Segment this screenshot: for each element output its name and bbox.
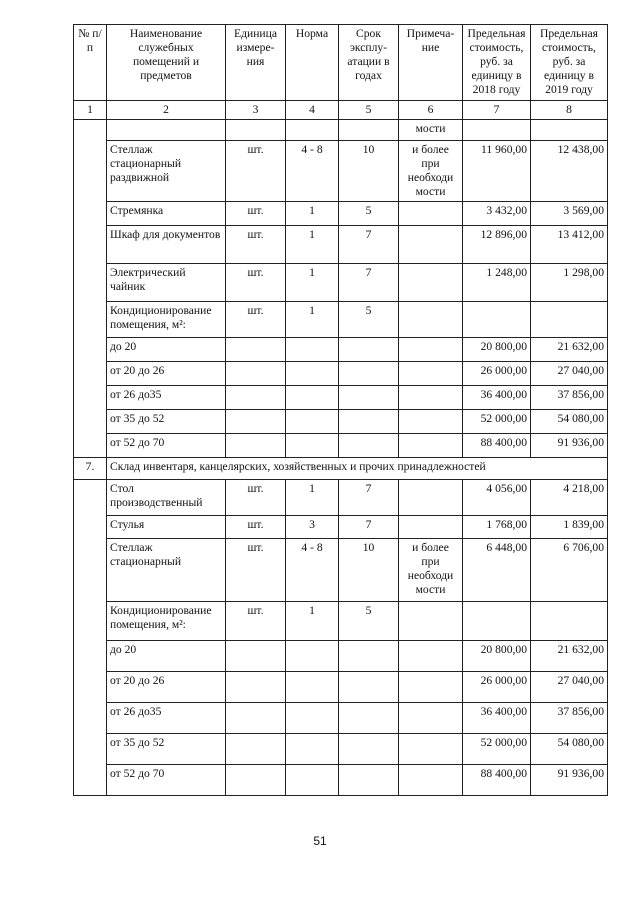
section-title: Склад инвентаря, канцелярских, хозяйственных и прочих принадлежностей — [107, 458, 608, 480]
item-unit — [226, 703, 286, 734]
item-norm: 1 — [286, 480, 339, 516]
item-norm — [286, 410, 339, 434]
item-price-2019: 3 569,00 — [531, 202, 608, 226]
item-unit: шт. — [226, 202, 286, 226]
table-body — [74, 25, 608, 796]
item-unit — [226, 410, 286, 434]
item-term: 5 — [339, 302, 399, 338]
column-number: 8 — [531, 101, 608, 120]
item-norm — [286, 362, 339, 386]
item-name: от 20 до 26 — [107, 672, 226, 703]
item-unit: шт. — [226, 480, 286, 516]
item-price-2018: 6 448,00 — [463, 539, 531, 602]
item-note — [399, 338, 463, 362]
item-unit — [226, 386, 286, 410]
item-term — [339, 734, 399, 765]
column-number: 5 — [339, 101, 399, 120]
table-row — [74, 302, 608, 338]
column-number: 4 — [286, 101, 339, 120]
item-price-2018: 88 400,00 — [463, 434, 531, 458]
table-row — [74, 641, 608, 672]
item-unit: шт. — [226, 302, 286, 338]
item-norm — [286, 765, 339, 796]
item-term — [339, 120, 399, 141]
item-name: Стулья — [107, 516, 226, 539]
item-unit — [226, 434, 286, 458]
row-number-cell — [74, 120, 107, 458]
item-price-2018 — [463, 302, 531, 338]
header-number: № п/п — [74, 25, 107, 101]
item-name: от 52 до 70 — [107, 434, 226, 458]
item-unit: шт. — [226, 602, 286, 641]
item-term — [339, 434, 399, 458]
item-price-2019: 27 040,00 — [531, 672, 608, 703]
item-norm: 1 — [286, 226, 339, 264]
item-name: Кондиционирование помещения, м²: — [107, 602, 226, 641]
item-name: от 52 до 70 — [107, 765, 226, 796]
item-price-2019: 6 706,00 — [531, 539, 608, 602]
item-norm: 3 — [286, 516, 339, 539]
item-note — [399, 765, 463, 796]
item-price-2018: 52 000,00 — [463, 734, 531, 765]
header-note: Примеча-ние — [399, 25, 463, 101]
table-row — [74, 672, 608, 703]
section-row — [74, 458, 608, 480]
item-price-2018: 88 400,00 — [463, 765, 531, 796]
item-price-2018: 12 896,00 — [463, 226, 531, 264]
item-note — [399, 641, 463, 672]
item-term — [339, 386, 399, 410]
item-price-2018: 26 000,00 — [463, 672, 531, 703]
item-note: и более при необходи мости — [399, 141, 463, 202]
item-term — [339, 362, 399, 386]
header-price-2018: Предельная стоимость, руб. за единицу в 2018 году — [463, 25, 531, 101]
header-term: Срок эксплу-атации в годах — [339, 25, 399, 101]
item-unit: шт. — [226, 539, 286, 602]
continuation-row — [74, 120, 608, 141]
item-unit: шт. — [226, 264, 286, 302]
item-price-2019 — [531, 120, 608, 141]
item-note — [399, 434, 463, 458]
item-unit: шт. — [226, 516, 286, 539]
item-term: 7 — [339, 516, 399, 539]
item-price-2018: 1 248,00 — [463, 264, 531, 302]
item-price-2018: 4 056,00 — [463, 480, 531, 516]
item-norm: 1 — [286, 202, 339, 226]
continuation-note: мости — [399, 120, 463, 141]
item-price-2018 — [463, 602, 531, 641]
item-name: Стремянка — [107, 202, 226, 226]
item-unit — [226, 672, 286, 703]
item-note — [399, 602, 463, 641]
item-norm — [286, 672, 339, 703]
item-name: Стеллаж стационарный раздвижной — [107, 141, 226, 202]
item-price-2019: 21 632,00 — [531, 641, 608, 672]
item-price-2019: 21 632,00 — [531, 338, 608, 362]
item-price-2019 — [531, 302, 608, 338]
item-note — [399, 386, 463, 410]
table-row — [74, 480, 608, 516]
column-number: 2 — [107, 101, 226, 120]
item-unit — [226, 765, 286, 796]
item-norm — [286, 386, 339, 410]
item-note — [399, 672, 463, 703]
item-price-2018: 1 768,00 — [463, 516, 531, 539]
item-term: 10 — [339, 141, 399, 202]
item-name: от 26 до35 — [107, 386, 226, 410]
item-price-2018: 36 400,00 — [463, 703, 531, 734]
item-term: 5 — [339, 202, 399, 226]
item-price-2019: 91 936,00 — [531, 434, 608, 458]
item-note — [399, 703, 463, 734]
item-norm — [286, 734, 339, 765]
item-price-2019: 12 438,00 — [531, 141, 608, 202]
item-price-2019: 54 080,00 — [531, 410, 608, 434]
table-row — [74, 226, 608, 264]
table-row — [74, 362, 608, 386]
item-name — [107, 120, 226, 141]
header-unit: Единица измере-ния — [226, 25, 286, 101]
item-norm — [286, 703, 339, 734]
item-norm: 1 — [286, 264, 339, 302]
table-row — [74, 202, 608, 226]
item-price-2019 — [531, 602, 608, 641]
item-name: от 35 до 52 — [107, 410, 226, 434]
section-number: 7. — [74, 458, 107, 480]
item-price-2018: 20 800,00 — [463, 338, 531, 362]
item-term — [339, 672, 399, 703]
item-note — [399, 302, 463, 338]
item-note — [399, 410, 463, 434]
column-number: 3 — [226, 101, 286, 120]
column-number: 7 — [463, 101, 531, 120]
item-norm: 1 — [286, 302, 339, 338]
row-number-cell — [74, 480, 107, 796]
item-norm: 4 - 8 — [286, 539, 339, 602]
item-note — [399, 362, 463, 386]
item-term: 7 — [339, 264, 399, 302]
item-name: Кондиционирование помещения, м²: — [107, 302, 226, 338]
item-norm — [286, 641, 339, 672]
item-term — [339, 641, 399, 672]
item-name: от 20 до 26 — [107, 362, 226, 386]
item-norm — [286, 338, 339, 362]
item-price-2019: 37 856,00 — [531, 386, 608, 410]
table-row — [74, 539, 608, 602]
item-price-2019: 54 080,00 — [531, 734, 608, 765]
item-price-2019: 1 839,00 — [531, 516, 608, 539]
header-row — [74, 25, 608, 101]
item-unit: шт. — [226, 226, 286, 264]
item-price-2018: 11 960,00 — [463, 141, 531, 202]
table-row — [74, 410, 608, 434]
item-norm — [286, 434, 339, 458]
page-number: 51 — [313, 834, 327, 848]
table-row — [74, 516, 608, 539]
item-note — [399, 202, 463, 226]
item-note — [399, 516, 463, 539]
item-unit — [226, 338, 286, 362]
table-row — [74, 141, 608, 202]
item-name: Шкаф для документов — [107, 226, 226, 264]
item-name: от 35 до 52 — [107, 734, 226, 765]
item-term: 7 — [339, 226, 399, 264]
item-note — [399, 734, 463, 765]
item-price-2019: 13 412,00 — [531, 226, 608, 264]
header-price-2019: Предельная стоимость, руб. за единицу в 2019 году — [531, 25, 608, 101]
header-name: Наименование служебных помещений и предметов — [107, 25, 226, 101]
item-price-2019: 91 936,00 — [531, 765, 608, 796]
item-price-2019: 1 298,00 — [531, 264, 608, 302]
item-unit — [226, 641, 286, 672]
item-term: 7 — [339, 480, 399, 516]
item-term — [339, 703, 399, 734]
item-price-2018 — [463, 120, 531, 141]
item-note — [399, 480, 463, 516]
item-note — [399, 226, 463, 264]
table-row — [74, 338, 608, 362]
column-number-row — [74, 101, 608, 120]
item-norm: 1 — [286, 602, 339, 641]
item-price-2019: 37 856,00 — [531, 703, 608, 734]
item-unit — [226, 362, 286, 386]
item-price-2018: 52 000,00 — [463, 410, 531, 434]
column-number: 6 — [399, 101, 463, 120]
item-unit: шт. — [226, 141, 286, 202]
column-number: 1 — [74, 101, 107, 120]
item-name: Электрический чайник — [107, 264, 226, 302]
item-term — [339, 765, 399, 796]
item-price-2019: 4 218,00 — [531, 480, 608, 516]
item-term: 10 — [339, 539, 399, 602]
item-unit — [226, 734, 286, 765]
header-norm: Норма — [286, 25, 339, 101]
table-row — [74, 765, 608, 796]
table-row — [74, 703, 608, 734]
item-term: 5 — [339, 602, 399, 641]
item-name: до 20 — [107, 338, 226, 362]
item-price-2018: 36 400,00 — [463, 386, 531, 410]
table-row — [74, 434, 608, 458]
item-norm — [286, 120, 339, 141]
item-price-2019: 27 040,00 — [531, 362, 608, 386]
item-name: Стеллаж стационарный — [107, 539, 226, 602]
item-unit — [226, 120, 286, 141]
item-norm: 4 - 8 — [286, 141, 339, 202]
item-note — [399, 264, 463, 302]
table-row — [74, 602, 608, 641]
item-term — [339, 410, 399, 434]
item-term — [339, 338, 399, 362]
item-name: до 20 — [107, 641, 226, 672]
table-row — [74, 386, 608, 410]
norms-table — [73, 24, 608, 796]
table-row — [74, 264, 608, 302]
table-row — [74, 734, 608, 765]
item-price-2018: 26 000,00 — [463, 362, 531, 386]
item-name: от 26 до35 — [107, 703, 226, 734]
item-note: и более при необходи мости — [399, 539, 463, 602]
item-name: Стол производственный — [107, 480, 226, 516]
item-price-2018: 20 800,00 — [463, 641, 531, 672]
item-price-2018: 3 432,00 — [463, 202, 531, 226]
